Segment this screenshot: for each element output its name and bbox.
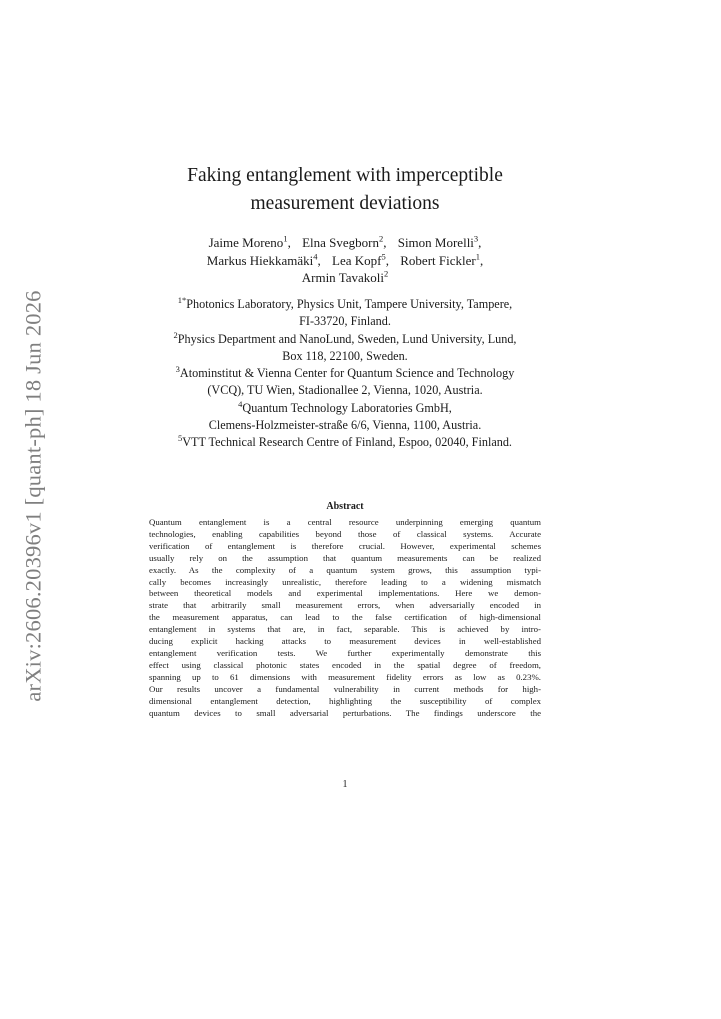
abstract-line: technologies, enabling capabilities beyond those of classical systems. Accurate (149, 528, 541, 539)
author-line (140, 269, 550, 287)
affiliation-text: Photonics Laboratory, Physics Unit, Tampere University, Tampere, (186, 297, 513, 311)
author: Simon Morelli$^3$, (397, 233, 482, 250)
affiliation (140, 400, 550, 435)
author-name: Lea Kopf (332, 252, 382, 268)
abstract-line: entanglement in systems that are, in fact, separable. This is achieved by intro- (149, 624, 541, 635)
author-affiliation-mark: 2 (384, 268, 389, 279)
abstract-line: entanglement verification tests. We further experimentally demonstrate this (149, 647, 541, 658)
affiliation-text: Physics Department and NanoLund, Sweden, Lund University, Lund, (177, 331, 517, 346)
abstract-line: strate that arbitrarily small measurement errors, when adversarially encoded in (149, 600, 541, 611)
title-line-2: measurement deviations (250, 193, 440, 214)
author: Markus Hiekkamäki$^4$, (206, 251, 321, 268)
affiliation (140, 296, 550, 331)
abstract-line: between theoretical models and experimental implementations. Here we demon- (149, 588, 541, 599)
abstract-line: quantum devices to small adversarial perturbations. The findings underscore the (149, 707, 541, 718)
author (302, 270, 389, 285)
affiliation-text: Clemens-Holzmeister-straße 6/6, Vienna, 1100, Austria. (208, 418, 482, 433)
author-name: Robert Fickler (400, 252, 476, 268)
arxiv-sidebar-stamp (14, 286, 54, 706)
affiliation-mark: 3 (175, 364, 180, 375)
author-affiliation-mark: 2 (378, 233, 384, 244)
author-line (140, 234, 550, 252)
affiliation-text: FI-33720, Finland. (299, 314, 391, 329)
author: Robert Fickler$^1$, (400, 251, 484, 268)
page-number: 1 (342, 779, 348, 790)
abstract-line: spanning up to 61 dimensions with measurement fidelity errors as low as 0.23%. (149, 671, 541, 682)
author-name: Jaime Moreno (208, 235, 284, 250)
affiliation (140, 365, 550, 400)
abstract-heading: Abstract (326, 501, 364, 512)
affiliation-mark: 4 (238, 398, 243, 409)
abstract-line: cally becomes increasingly unrealistic, therefore leading to a widening mismatch (149, 576, 541, 587)
author-affiliation-mark: 4 (313, 251, 318, 262)
abstract-line: Quantum entanglement is a central resource underpinning emerging quantum (149, 517, 541, 527)
abstract-line: the measurement apparatus, can lead to the false certification of high-dimensional (149, 612, 541, 623)
author-name: Markus Hiekkamäki (206, 252, 314, 268)
affiliation-mark: 1* (177, 294, 187, 305)
affiliation-text: (VCQ), TU Wien, Stadionallee 2, Vienna, 1020, Austria. (207, 383, 483, 398)
abstract-line: ducing explicit hacking attacks to measurement devices in well-established (149, 636, 541, 647)
affiliation-text: Box 118, 22100, Sweden. (282, 348, 408, 363)
affiliation-text: Atominstitut & Vienna Center for Quantum Science and Technology (179, 366, 515, 381)
affiliation-list (140, 296, 550, 452)
author-affiliation-mark: 5 (381, 251, 386, 262)
arxiv-identifier: arXiv:2606.20396v1 [quant-ph] 18 Jun 2026 (21, 290, 46, 702)
affiliation (140, 331, 550, 366)
affiliation-mark: 2 (173, 329, 178, 340)
author: Elna Svegborn$^2$, (302, 233, 387, 250)
paper-title (140, 162, 550, 218)
title-line-1: Faking entanglement with imperceptible (187, 165, 503, 186)
abstract-line: Our results uncover a fundamental vulnerability in current methods for high- (149, 683, 541, 694)
affiliation-text: Quantum Technology Laboratories GmbH, (242, 400, 452, 415)
abstract-line: dimensional entanglement detection, highlighting the susceptibility of complex (149, 695, 541, 706)
author: Lea Kopf$^5$, (332, 251, 389, 268)
abstract-line: exactly. As the complexity of a quantum system grows, this assumption typi- (149, 564, 541, 575)
author-name: Elna Svegborn (302, 235, 379, 250)
author-affiliation-mark: 1 (475, 251, 480, 262)
author-line (140, 252, 550, 270)
author-list (140, 234, 550, 287)
affiliation (140, 434, 550, 451)
abstract-line: verification of entanglement is therefore crucial. However, experimental schemes (149, 540, 541, 551)
author-affiliation-mark: 3 (473, 233, 479, 244)
author-affiliation-mark: 1 (283, 233, 288, 244)
author-name: Armin Tavakoli (301, 270, 384, 285)
abstract-line: effect using classical photonic states encoded in the spatial degree of freedom, (149, 659, 541, 670)
affiliation-text: VTT Technical Research Centre of Finland, Espoo, 02040, Finland. (182, 435, 512, 450)
author-name: Simon Morelli (397, 235, 474, 250)
author: Jaime Moreno$^1$, (208, 233, 291, 250)
abstract-body (149, 517, 541, 719)
affiliation-mark: 5 (178, 433, 183, 444)
abstract-line: usually rely on the assumption that quantum measurements can be realized (149, 552, 541, 563)
